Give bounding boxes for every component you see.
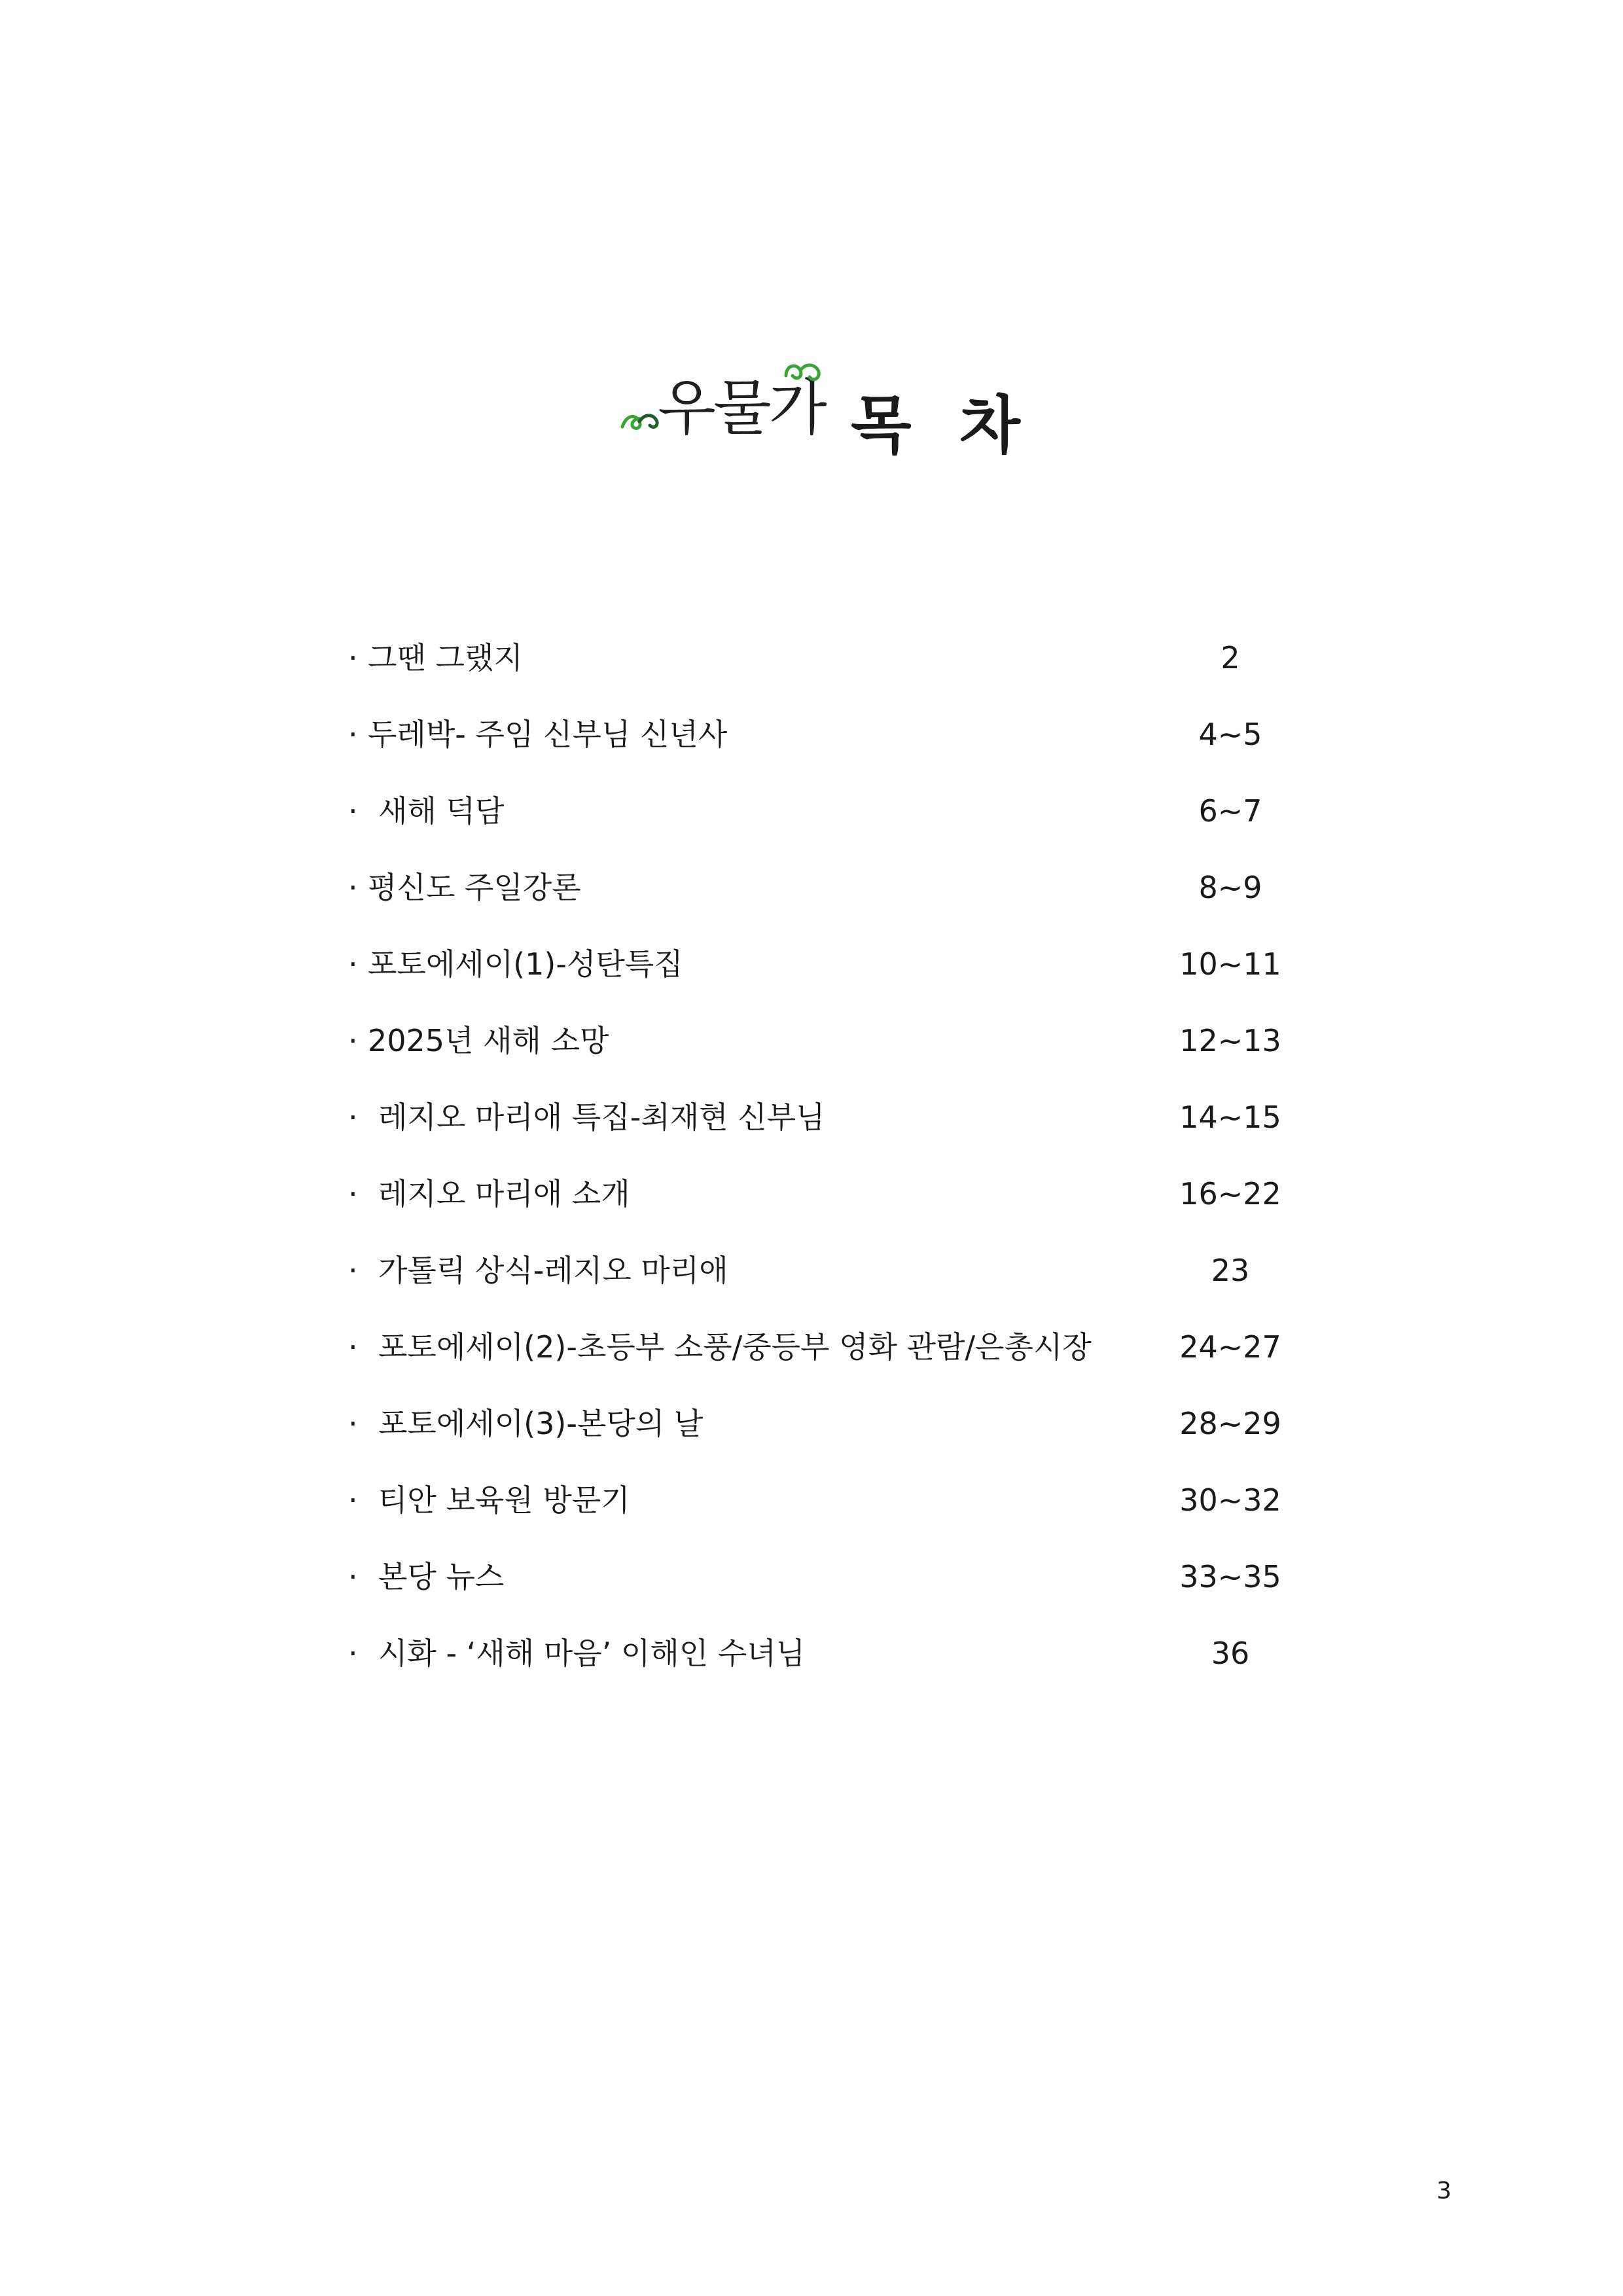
toc-label: 시화 - ‘새해 마음’ 이해인 수녀님 [378,1636,806,1671]
bullet: · [348,1176,358,1211]
toc-label: 레지오 마리애 소개 [378,1176,630,1211]
toc-row-1 [0,638,1623,715]
sprout-right-icon [782,360,823,389]
toc-row-14 [0,1634,1623,1710]
toc-pages: 16~22 [1179,1176,1281,1211]
toc-pages: 30~32 [1179,1482,1281,1518]
toc-row-12 [0,1480,1623,1557]
page-number: 3 [1436,2178,1452,2204]
bullet: · [348,1023,358,1058]
bullet: · [348,1100,358,1135]
toc-pages: 24~27 [1179,1329,1281,1365]
toc-pages: 12~13 [1179,1023,1281,1058]
bullet: · [348,946,358,982]
page-header [0,353,1623,484]
toc-pages: 4~5 [1198,717,1262,752]
bullet: · [348,1636,358,1671]
toc-label: 레지오 마리애 특집-최재현 신부님 [378,1100,825,1135]
woomulga-logo [618,360,834,478]
toc-label: 티안 보육원 방문기 [378,1482,630,1518]
bullet: · [348,793,358,829]
toc-pages: 36 [1211,1636,1250,1671]
bullet: · [348,1482,358,1518]
toc-row-8 [0,1174,1623,1251]
toc-label: 두레박- 주임 신부님 신년사 [368,717,728,752]
toc-pages: 2 [1221,640,1240,675]
toc-label: 가톨릭 상식-레지오 마리애 [378,1253,728,1288]
toc-pages: 8~9 [1198,870,1262,905]
toc-row-2 [0,715,1623,791]
page-title: 목 차 [851,389,1033,462]
toc-row-10 [0,1327,1623,1404]
toc-row-3 [0,791,1623,868]
toc-label: 포토에세이(1)-성탄특집 [368,946,683,982]
bullet: · [348,1559,358,1594]
brand-name: 우물가 [658,373,825,443]
sprout-left-icon [620,407,660,433]
toc-pages: 14~15 [1179,1100,1281,1135]
bullet: · [348,717,358,752]
toc-row-6 [0,1021,1623,1098]
toc-label: 포토에세이(2)-초등부 소풍/중등부 영화 관람/은총시장 [378,1329,1092,1365]
toc-row-9 [0,1251,1623,1327]
toc-row-7 [0,1098,1623,1174]
toc-row-11 [0,1404,1623,1480]
toc-label: 새해 덕담 [378,793,505,829]
bullet: · [348,1329,358,1365]
table-of-contents [0,638,1623,1710]
toc-row-13 [0,1557,1623,1634]
toc-pages: 23 [1211,1253,1250,1288]
toc-label: 포토에세이(3)-본당의 날 [378,1406,704,1441]
toc-label: 2025년 새해 소망 [368,1023,609,1058]
toc-pages: 10~11 [1179,946,1281,982]
bullet: · [348,1406,358,1441]
toc-pages: 28~29 [1179,1406,1281,1441]
toc-row-4 [0,868,1623,944]
bullet: · [348,870,358,905]
toc-pages: 33~35 [1179,1559,1281,1594]
bullet: · [348,1253,358,1288]
toc-row-5 [0,944,1623,1021]
bullet: · [348,640,358,675]
toc-pages: 6~7 [1198,793,1262,829]
toc-label: 본당 뉴스 [378,1559,505,1594]
toc-label: 평신도 주일강론 [368,870,581,905]
toc-label: 그땐 그랬지 [368,640,523,675]
